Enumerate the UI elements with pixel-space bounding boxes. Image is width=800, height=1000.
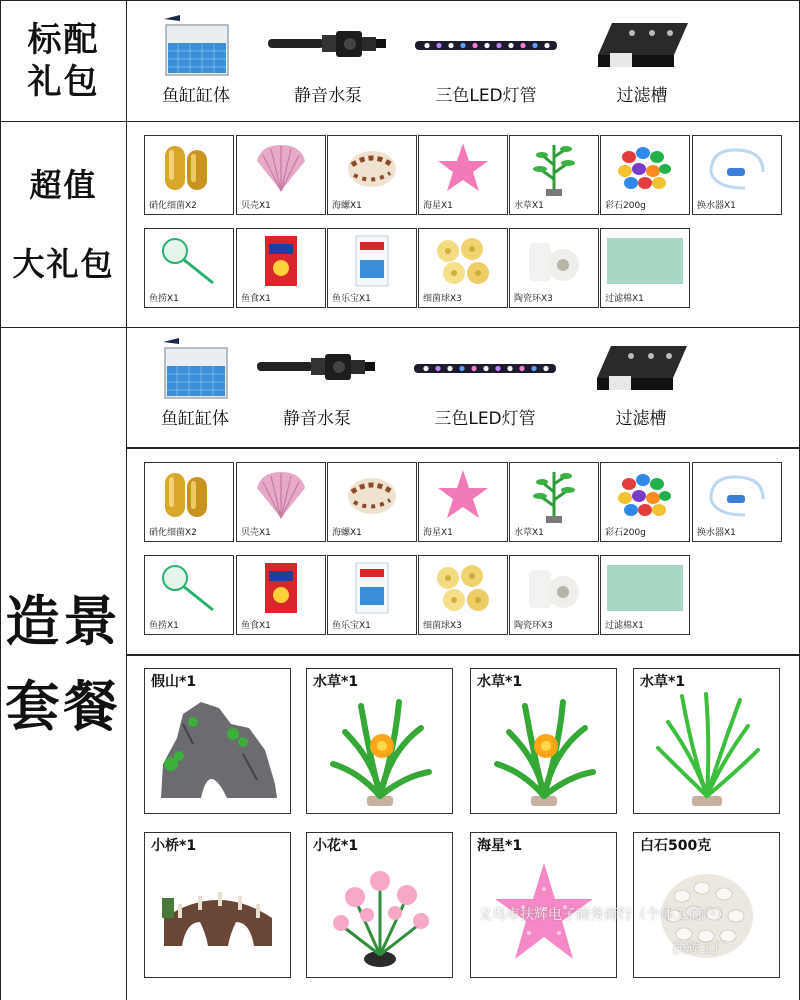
pink-flower-icon [307,855,452,973]
food-icon [237,560,325,616]
scape-std-item-led [410,338,560,429]
scape-gift-item [692,462,782,542]
deco-item-label: 小花*1 [313,838,359,854]
scape-gift-item [509,555,599,635]
watermark-line-2: 扶辉工厂 [672,941,728,957]
scape-label-line-2: 套餐 [5,674,122,738]
shell-icon [237,140,325,196]
value-gift-item-label: 彩石200g [605,201,646,211]
plant-icon [510,467,598,523]
plant-flower-icon [471,691,616,809]
value-gift-item [509,135,599,215]
scape-std-item-tank-label: 鱼缸缸体 [161,409,229,429]
food-icon [237,233,325,289]
scape-gift-item-label: 换水器X1 [697,528,736,538]
scape-gift-item-label: 水草X1 [514,528,544,538]
value-gift-item [692,135,782,215]
deco-item-label: 水草*1 [477,674,523,690]
deco-item [633,668,780,814]
scape-std-item-led-label: 三色LED灯管 [434,409,536,429]
value-gift-item-label: 换水器X1 [697,201,736,211]
scape-divider-1 [126,447,800,449]
capsule-icon [145,140,233,196]
std-item-filter-label: 过滤槽 [616,86,668,106]
scape-gift-item [418,462,508,542]
bridge-icon [145,855,290,973]
deco-item-label: 水草*1 [640,674,686,690]
scape-gift-item [509,462,599,542]
scape-gift-item-label: 鱼捞X1 [149,621,179,631]
standard-label-line-1: 标配 [27,19,100,60]
value-gift-item-label: 鱼食X1 [241,294,271,304]
medicine-icon [328,233,416,289]
scape-gift-item-label: 陶瓷环X3 [514,621,553,631]
scape-gift-item-label: 海星X1 [423,528,453,538]
pump-icon [266,15,390,75]
starfish-icon [419,467,507,523]
standard-section [0,0,800,122]
scape-gift-item-label: 海螺X1 [332,528,362,538]
value-gift-item-label: 陶瓷环X3 [514,294,553,304]
value-gift-item [600,228,690,308]
value-gift-item [418,135,508,215]
std-item-pump-label: 静音水泵 [294,86,362,106]
value-gift-item [144,228,234,308]
net-icon [145,560,233,616]
deco-item-label: 水草*1 [313,674,359,690]
value-gift-item [600,135,690,215]
value-gift-item-label: 水草X1 [514,201,544,211]
filter-box-icon [591,338,691,398]
scape-gift-item-label: 鱼食X1 [241,621,271,631]
scape-divider-2 [126,654,800,656]
standard-label-line-2: 礼包 [27,62,100,102]
led-light-icon [412,338,558,398]
shell-icon [237,467,325,523]
scape-std-item-filter [586,338,696,429]
value-gift-item [236,228,326,308]
grass-icon [634,691,779,809]
scape-gift-item [327,555,417,635]
deco-item [144,668,291,814]
watermark-line-1: 义乌市扶辉电子商务商行（个体工商户） [478,907,730,923]
value-gift-item [327,228,417,308]
bio-ball-icon [419,233,507,289]
scape-gift-item-label: 鱼乐宝X1 [332,621,371,631]
scape-gift-item-label: 彩石200g [605,528,646,538]
scape-gift-item [144,462,234,542]
std-item-tank-label: 鱼缸缸体 [162,86,230,106]
deco-item-label: 白石500克 [640,838,712,854]
value-label-line-1: 超值 [29,166,98,205]
deco-item-label: 假山*1 [151,674,197,690]
value-gift-item-label: 硝化细菌X2 [149,201,197,211]
conch-icon [328,140,416,196]
std-item-filter [587,15,697,106]
std-item-led-label: 三色LED灯管 [435,86,537,106]
rockery-icon [145,691,290,809]
led-light-icon [413,15,559,75]
scape-gift-item [600,462,690,542]
scape-gift-item-label: 贝壳X1 [241,528,271,538]
value-gift-item [236,135,326,215]
tank-icon [156,15,236,75]
scape-label [1,328,127,1000]
stones-icon [601,467,689,523]
scape-gift-item-label: 过滤棉X1 [605,621,644,631]
ceramic-ring-icon [510,560,598,616]
deco-item [306,832,453,978]
value-label [1,122,127,327]
plant-flower-icon [307,691,452,809]
starfish-icon [419,140,507,196]
ceramic-ring-icon [510,233,598,289]
scape-std-item-tank [150,338,240,429]
scape-gift-item-label: 细菌球X3 [423,621,462,631]
stones-icon [601,140,689,196]
conch-icon [328,467,416,523]
value-gift-item-label: 细菌球X3 [423,294,462,304]
medicine-icon [328,560,416,616]
std-item-led [411,15,561,106]
scape-gift-item-label: 硝化细菌X2 [149,528,197,538]
value-gift-item-label: 海螺X1 [332,201,362,211]
scape-gift-item [236,462,326,542]
scape-label-line-1: 造景 [5,588,122,653]
filter-cotton-icon [601,233,689,289]
scape-gift-item [418,555,508,635]
scape-gift-item [236,555,326,635]
value-gift-item [327,135,417,215]
scape-std-item-pump [252,338,382,429]
value-gift-item [418,228,508,308]
value-gift-item [144,135,234,215]
bio-ball-icon [419,560,507,616]
pump-icon [255,338,379,398]
value-gift-item-label: 过滤棉X1 [605,294,644,304]
value-label-line-2: 大礼包 [12,244,115,283]
tank-icon [155,338,235,398]
deco-item-label: 海星*1 [477,838,523,854]
deco-item [470,668,617,814]
value-gift-item-label: 鱼捞X1 [149,294,179,304]
value-gift-item-label: 海星X1 [423,201,453,211]
scape-gift-item [327,462,417,542]
filter-cotton-icon [601,560,689,616]
standard-label [1,1,127,121]
std-item-pump [263,15,393,106]
std-item-tank [151,15,241,106]
filter-box-icon [592,15,692,75]
siphon-icon [693,467,781,523]
scape-gift-item [600,555,690,635]
deco-item [144,832,291,978]
value-gift-item-label: 鱼乐宝X1 [332,294,371,304]
capsule-icon [145,467,233,523]
scape-std-item-filter-label: 过滤槽 [615,409,667,429]
siphon-icon [693,140,781,196]
net-icon [145,233,233,289]
value-gift-item [509,228,599,308]
scape-std-item-pump-label: 静音水泵 [283,409,351,429]
deco-item-label: 小桥*1 [151,838,197,854]
value-gift-item-label: 贝壳X1 [241,201,271,211]
deco-item [306,668,453,814]
plant-icon [510,140,598,196]
scape-gift-item [144,555,234,635]
